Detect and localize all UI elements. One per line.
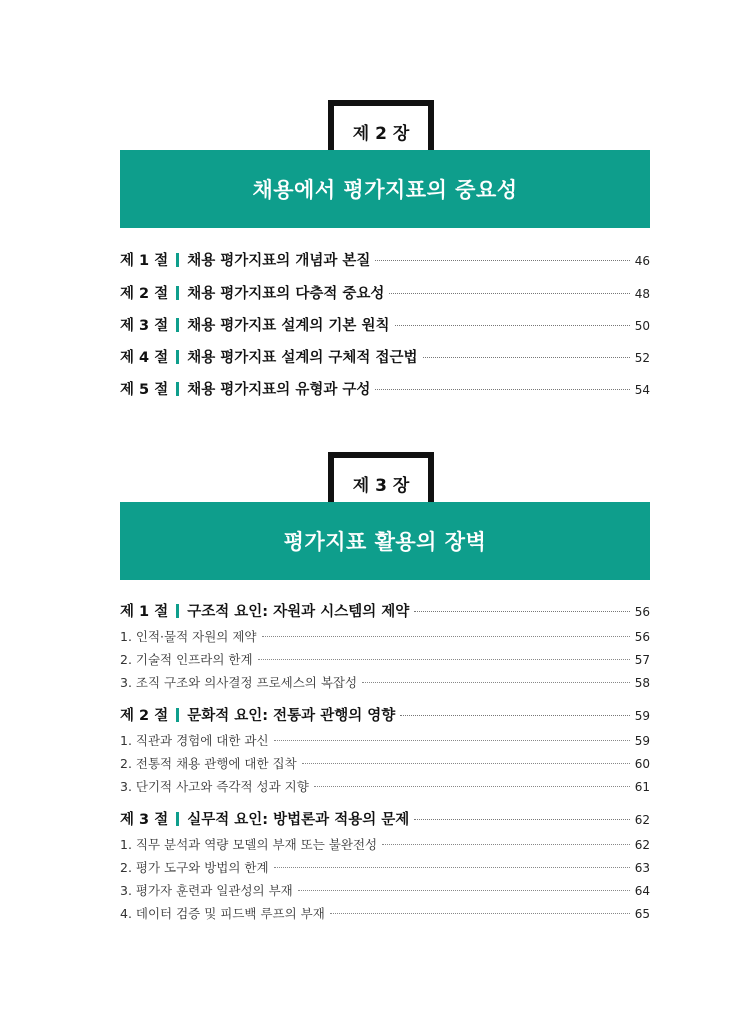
section-divider-bar (176, 382, 179, 396)
section-title: 채용 평가지표 설계의 구체적 접근법 (187, 350, 418, 366)
dot-leader (258, 659, 630, 660)
item-title: 3. 평가자 훈련과 일관성의 부재 (120, 883, 293, 898)
page-number: 57 (634, 653, 650, 667)
section-title: 채용 평가지표의 다층적 중요성 (187, 286, 385, 302)
dot-leader (314, 786, 630, 787)
dot-leader (362, 682, 630, 683)
section-title: 실무적 요인: 방법론과 적용의 문제 (187, 812, 410, 828)
dot-leader (414, 611, 629, 612)
toc-item-row[interactable] (120, 650, 650, 668)
page-number: 50 (634, 319, 650, 333)
page-number: 62 (634, 813, 650, 827)
section-number: 제 1 절 (120, 253, 169, 269)
dot-leader (400, 715, 629, 716)
chapter-3-label (328, 452, 434, 508)
toc-section-row[interactable] (120, 808, 650, 829)
toc-item-row[interactable] (120, 627, 650, 645)
dot-leader (262, 636, 630, 637)
section-number: 제 5 절 (120, 382, 169, 398)
item-title: 2. 기술적 인프라의 한계 (120, 652, 253, 667)
section-title: 채용 평가지표의 유형과 구성 (187, 382, 371, 398)
toc-section-row[interactable] (120, 282, 650, 303)
dot-leader (382, 844, 630, 845)
section-divider-bar (176, 604, 179, 618)
dot-leader (298, 890, 630, 891)
section-number: 제 1 절 (120, 604, 169, 620)
item-title: 4. 데이터 검증 및 피드백 루프의 부재 (120, 906, 325, 921)
dot-leader (389, 293, 629, 294)
item-title: 1. 인적·물적 자원의 제약 (120, 629, 257, 644)
page-number: 54 (634, 383, 650, 397)
dot-leader (395, 325, 630, 326)
page-number: 61 (634, 780, 650, 794)
chapter-label-text: 제 3 장 (352, 475, 410, 496)
dot-leader (375, 389, 629, 390)
chapter-2-title-banner (120, 150, 650, 228)
section-divider-bar (176, 350, 179, 364)
item-title: 3. 단기적 사고와 즉각적 성과 지향 (120, 779, 309, 794)
section-number: 제 2 절 (120, 708, 169, 724)
page-number: 59 (634, 734, 650, 748)
section-number: 제 3 절 (120, 318, 169, 334)
dot-leader (302, 763, 630, 764)
section-number: 제 4 절 (120, 350, 169, 366)
dot-leader (414, 819, 629, 820)
toc-section-row[interactable] (120, 346, 650, 367)
page-number: 60 (634, 757, 650, 771)
section-divider-bar (176, 286, 179, 300)
dot-leader (274, 867, 630, 868)
section-divider-bar (176, 812, 179, 826)
page-number: 65 (634, 907, 650, 921)
toc-section-row[interactable] (120, 704, 650, 725)
page-number: 62 (634, 838, 650, 852)
dot-leader (330, 913, 630, 914)
dot-leader (274, 740, 630, 741)
toc-item-row[interactable] (120, 835, 650, 853)
toc-item-row[interactable] (120, 731, 650, 749)
section-title: 문화적 요인: 전통과 관행의 영향 (187, 708, 396, 724)
page-number: 64 (634, 884, 650, 898)
chapter-title-text: 평가지표 활용의 장벽 (283, 530, 487, 554)
chapter-label-text: 제 2 장 (352, 123, 410, 144)
section-divider-bar (176, 253, 179, 267)
item-title: 3. 조직 구조와 의사결정 프로세스의 복잡성 (120, 675, 358, 690)
item-title: 1. 직무 분석과 역량 모델의 부재 또는 불완전성 (120, 837, 378, 852)
item-title: 2. 전통적 채용 관행에 대한 집착 (120, 756, 297, 771)
toc-item-row[interactable] (120, 673, 650, 691)
section-title: 채용 평가지표 설계의 기본 원칙 (187, 318, 390, 334)
toc-section-row[interactable] (120, 378, 650, 399)
page-number: 56 (634, 630, 650, 644)
page-number: 63 (634, 861, 650, 875)
page-number: 56 (634, 605, 650, 619)
item-title: 1. 직관과 경험에 대한 과신 (120, 733, 269, 748)
dot-leader (375, 260, 629, 261)
page-number: 46 (634, 254, 650, 268)
toc-item-row[interactable] (120, 881, 650, 899)
toc-item-row[interactable] (120, 904, 650, 922)
section-number: 제 3 절 (120, 812, 169, 828)
page-number: 58 (634, 676, 650, 690)
toc-section-row[interactable] (120, 600, 650, 621)
section-title: 채용 평가지표의 개념과 본질 (187, 253, 371, 269)
toc-item-row[interactable] (120, 777, 650, 795)
toc-section-row[interactable] (120, 249, 650, 270)
section-divider-bar (176, 708, 179, 722)
chapter-title-text: 채용에서 평가지표의 중요성 (252, 178, 518, 202)
toc-item-row[interactable] (120, 754, 650, 772)
chapter-2-label (328, 100, 434, 156)
section-divider-bar (176, 318, 179, 332)
chapter-3-title-banner (120, 502, 650, 580)
section-number: 제 2 절 (120, 286, 169, 302)
page-number: 59 (634, 709, 650, 723)
page-number: 48 (634, 287, 650, 301)
dot-leader (423, 357, 630, 358)
toc-section-row[interactable] (120, 314, 650, 335)
section-title: 구조적 요인: 자원과 시스템의 제약 (187, 604, 410, 620)
item-title: 2. 평가 도구와 방법의 한계 (120, 860, 269, 875)
toc-item-row[interactable] (120, 858, 650, 876)
page-number: 52 (634, 351, 650, 365)
